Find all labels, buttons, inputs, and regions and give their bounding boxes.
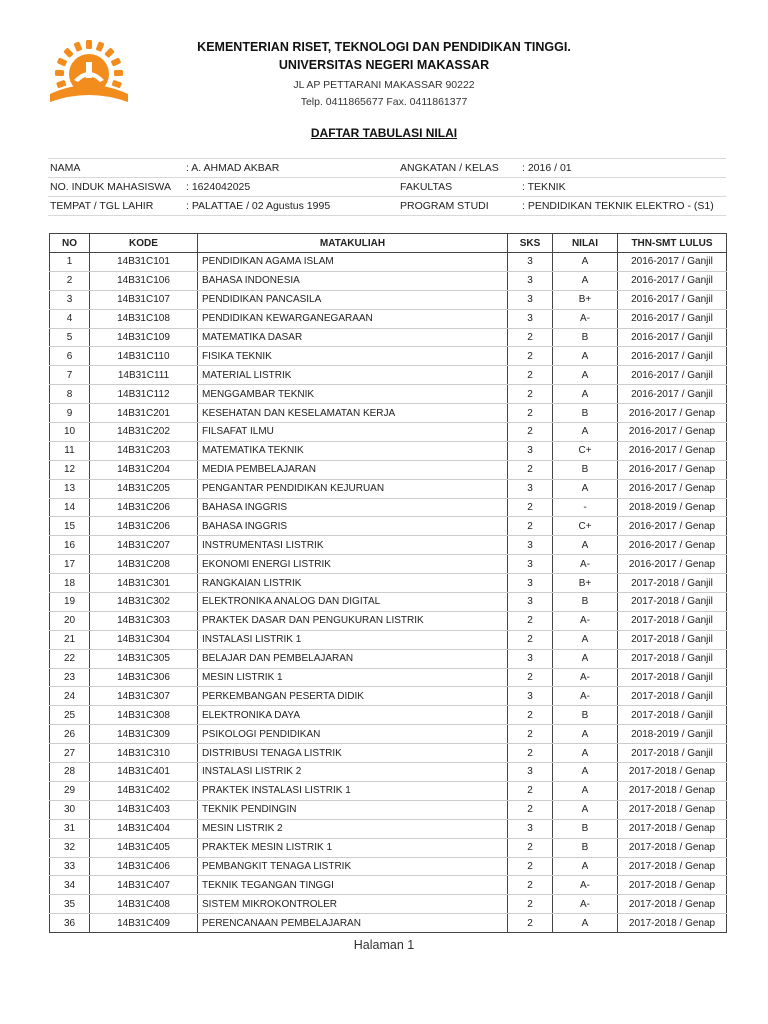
cell-matakuliah: MENGGAMBAR TEKNIK [198,385,508,404]
cell-thn-smt: 2018-2019 / Genap [618,498,727,517]
info-value-fakultas: : TEKNIK [520,178,726,197]
cell-nilai: A- [553,309,618,328]
cell-sks: 2 [508,517,553,536]
cell-matakuliah: TEKNIK PENDINGIN [198,800,508,819]
table-row [50,781,727,800]
table-row [50,763,727,782]
table-row [50,328,727,347]
cell-no: 24 [50,687,90,706]
cell-no: 1 [50,253,90,272]
cell-sks: 2 [508,800,553,819]
cell-kode: 14B31C304 [90,630,198,649]
cell-thn-smt: 2016-2017 / Genap [618,555,727,574]
cell-no: 10 [50,423,90,442]
cell-thn-smt: 2016-2017 / Ganjil [618,253,727,272]
info-label-nama: NAMA [48,159,184,178]
cell-matakuliah: FILSAFAT ILMU [198,423,508,442]
university-name: UNIVERSITAS NEGERI MAKASSAR [278,58,490,72]
cell-thn-smt: 2017-2018 / Ganjil [618,687,727,706]
cell-nilai: A [553,649,618,668]
cell-no: 2 [50,271,90,290]
col-header-no: NO [50,234,90,253]
cell-sks: 3 [508,574,553,593]
table-row [50,649,727,668]
cell-sks: 2 [508,611,553,630]
cell-sks: 3 [508,309,553,328]
cell-kode: 14B31C307 [90,687,198,706]
cell-kode: 14B31C206 [90,498,198,517]
cell-sks: 2 [508,630,553,649]
cell-kode: 14B31C110 [90,347,198,366]
cell-thn-smt: 2016-2017 / Ganjil [618,347,727,366]
cell-matakuliah: PRAKTEK INSTALASI LISTRIK 1 [198,781,508,800]
cell-no: 28 [50,763,90,782]
cell-kode: 14B31C310 [90,744,198,763]
cell-nilai: A [553,366,618,385]
cell-sks: 2 [508,838,553,857]
table-row [50,347,727,366]
cell-matakuliah: BELAJAR DAN PEMBELAJARAN [198,649,508,668]
cell-kode: 14B31C305 [90,649,198,668]
cell-matakuliah: MESIN LISTRIK 1 [198,668,508,687]
cell-matakuliah: MESIN LISTRIK 2 [198,819,508,838]
cell-kode: 14B31C201 [90,404,198,423]
table-row [50,611,727,630]
cell-sks: 2 [508,460,553,479]
cell-no: 9 [50,404,90,423]
cell-matakuliah: MATEMATIKA DASAR [198,328,508,347]
cell-no: 33 [50,857,90,876]
grades-table [49,233,727,933]
cell-matakuliah: MEDIA PEMBELAJARAN [198,460,508,479]
cell-kode: 14B31C402 [90,781,198,800]
info-label-angkatan: ANGKATAN / KELAS [398,159,520,178]
cell-kode: 14B31C203 [90,441,198,460]
cell-nilai: A [553,385,618,404]
cell-no: 25 [50,706,90,725]
cell-sks: 2 [508,706,553,725]
cell-nilai: A [553,536,618,555]
ministry-name: KEMENTERIAN RISET, TEKNOLOGI DAN PENDIDIKAN TINGGI. [197,40,571,54]
cell-nilai: A [553,479,618,498]
table-row [50,536,727,555]
info-value-nim: : 1624042025 [184,178,398,197]
cell-thn-smt: 2017-2018 / Genap [618,914,727,933]
cell-kode: 14B31C404 [90,819,198,838]
cell-no: 15 [50,517,90,536]
cell-kode: 14B31C202 [90,423,198,442]
cell-kode: 14B31C111 [90,366,198,385]
cell-kode: 14B31C302 [90,593,198,612]
cell-no: 11 [50,441,90,460]
cell-nilai: A [553,857,618,876]
cell-kode: 14B31C208 [90,555,198,574]
cell-kode: 14B31C112 [90,385,198,404]
cell-no: 34 [50,876,90,895]
table-row [50,404,727,423]
cell-matakuliah: INSTRUMENTASI LISTRIK [198,536,508,555]
cell-nilai: A- [553,668,618,687]
cell-matakuliah: PSIKOLOGI PENDIDIKAN [198,725,508,744]
cell-nilai: A [553,630,618,649]
cell-nilai: A [553,253,618,272]
col-header-thn-smt: THN-SMT LULUS [618,234,727,253]
cell-no: 31 [50,819,90,838]
cell-nilai: A [553,781,618,800]
cell-nilai: A- [553,895,618,914]
cell-matakuliah: PENGANTAR PENDIDIKAN KEJURUAN [198,479,508,498]
cell-nilai: A [553,271,618,290]
cell-thn-smt: 2017-2018 / Ganjil [618,668,727,687]
cell-sks: 2 [508,895,553,914]
info-value-prodi: : PENDIDIKAN TEKNIK ELEKTRO - (S1) [520,197,726,216]
cell-nilai: A- [553,687,618,706]
cell-thn-smt: 2016-2017 / Genap [618,423,727,442]
cell-sks: 2 [508,423,553,442]
cell-matakuliah: BAHASA INDONESIA [198,271,508,290]
cell-nilai: B [553,328,618,347]
cell-thn-smt: 2017-2018 / Ganjil [618,630,727,649]
cell-sks: 2 [508,385,553,404]
cell-kode: 14B31C108 [90,309,198,328]
cell-thn-smt: 2016-2017 / Genap [618,460,727,479]
cell-kode: 14B31C409 [90,914,198,933]
col-header-matakuliah: MATAKULIAH [198,234,508,253]
table-row [50,838,727,857]
cell-nilai: B [553,460,618,479]
cell-nilai: A [553,347,618,366]
cell-matakuliah: MATEMATIKA TEKNIK [198,441,508,460]
cell-matakuliah: PERENCANAAN PEMBELAJARAN [198,914,508,933]
info-value-angkatan: : 2016 / 01 [520,159,726,178]
cell-matakuliah: TEKNIK TEGANGAN TINGGI [198,876,508,895]
cell-thn-smt: 2016-2017 / Ganjil [618,385,727,404]
cell-thn-smt: 2016-2017 / Genap [618,536,727,555]
cell-nilai: A [553,800,618,819]
table-row [50,725,727,744]
cell-kode: 14B31C204 [90,460,198,479]
cell-nilai: A- [553,611,618,630]
cell-matakuliah: MATERIAL LISTRIK [198,366,508,385]
cell-no: 16 [50,536,90,555]
info-label-ttl: TEMPAT / TGL LAHIR [48,197,184,216]
cell-matakuliah: KESEHATAN DAN KESELAMATAN KERJA [198,404,508,423]
cell-no: 27 [50,744,90,763]
cell-thn-smt: 2016-2017 / Ganjil [618,290,727,309]
cell-thn-smt: 2016-2017 / Genap [618,479,727,498]
table-row [50,857,727,876]
cell-kode: 14B31C408 [90,895,198,914]
cell-matakuliah: BAHASA INGGRIS [198,498,508,517]
cell-thn-smt: 2017-2018 / Genap [618,819,727,838]
cell-no: 12 [50,460,90,479]
table-row [50,800,727,819]
table-row [50,687,727,706]
table-row [50,744,727,763]
cell-sks: 2 [508,876,553,895]
cell-no: 8 [50,385,90,404]
table-row [50,309,727,328]
cell-no: 23 [50,668,90,687]
info-value-ttl: : PALATTAE / 02 Agustus 1995 [184,197,398,216]
table-row [50,460,727,479]
cell-kode: 14B31C301 [90,574,198,593]
cell-sks: 2 [508,347,553,366]
table-row [50,423,727,442]
cell-sks: 2 [508,781,553,800]
table-row [50,271,727,290]
cell-nilai: B+ [553,574,618,593]
col-header-sks: SKS [508,234,553,253]
cell-matakuliah: SISTEM MIKROKONTROLER [198,895,508,914]
cell-matakuliah: EKONOMI ENERGI LISTRIK [198,555,508,574]
table-row [50,441,727,460]
cell-thn-smt: 2016-2017 / Genap [618,441,727,460]
cell-nilai: B [553,593,618,612]
cell-thn-smt: 2016-2017 / Ganjil [618,271,727,290]
cell-nilai: A [553,744,618,763]
cell-kode: 14B31C205 [90,479,198,498]
cell-no: 20 [50,611,90,630]
cell-kode: 14B31C306 [90,668,198,687]
university-phone: Telp. 0411865677 Fax. 0411861377 [300,96,468,108]
cell-thn-smt: 2016-2017 / Ganjil [618,366,727,385]
cell-nilai: C+ [553,517,618,536]
cell-kode: 14B31C303 [90,611,198,630]
cell-nilai: B [553,838,618,857]
cell-kode: 14B31C403 [90,800,198,819]
cell-thn-smt: 2016-2017 / Genap [618,517,727,536]
info-label-prodi: PROGRAM STUDI [398,197,520,216]
cell-thn-smt: 2017-2018 / Genap [618,763,727,782]
cell-no: 19 [50,593,90,612]
cell-thn-smt: 2017-2018 / Genap [618,876,727,895]
cell-sks: 2 [508,404,553,423]
cell-no: 35 [50,895,90,914]
cell-sks: 3 [508,253,553,272]
cell-sks: 3 [508,271,553,290]
grades-header-row [50,234,727,253]
cell-kode: 14B31C407 [90,876,198,895]
page-number: Halaman 1 [353,938,415,952]
cell-matakuliah: PENDIDIKAN AGAMA ISLAM [198,253,508,272]
cell-no: 6 [50,347,90,366]
table-row [50,819,727,838]
cell-sks: 3 [508,441,553,460]
table-row [50,574,727,593]
university-address: JL AP PETTARANI MAKASSAR 90222 [293,79,475,91]
cell-sks: 2 [508,366,553,385]
cell-no: 17 [50,555,90,574]
table-row [50,517,727,536]
cell-no: 26 [50,725,90,744]
cell-matakuliah: PERKEMBANGAN PESERTA DIDIK [198,687,508,706]
table-row [50,895,727,914]
info-label-nim: NO. INDUK MAHASISWA [48,178,184,197]
cell-sks: 2 [508,725,553,744]
cell-nilai: A [553,423,618,442]
cell-kode: 14B31C107 [90,290,198,309]
cell-nilai: C+ [553,441,618,460]
cell-sks: 3 [508,593,553,612]
cell-sks: 2 [508,498,553,517]
cell-matakuliah: PEMBANGKIT TENAGA LISTRIK [198,857,508,876]
cell-sks: 3 [508,479,553,498]
cell-sks: 3 [508,819,553,838]
document-title: DAFTAR TABULASI NILAI [310,126,458,140]
cell-matakuliah: PRAKTEK MESIN LISTRIK 1 [198,838,508,857]
table-row [50,253,727,272]
cell-thn-smt: 2017-2018 / Genap [618,781,727,800]
cell-sks: 2 [508,857,553,876]
col-header-nilai: NILAI [553,234,618,253]
cell-thn-smt: 2017-2018 / Genap [618,895,727,914]
cell-sks: 2 [508,914,553,933]
cell-no: 14 [50,498,90,517]
cell-nilai: A- [553,555,618,574]
cell-thn-smt: 2018-2019 / Ganjil [618,725,727,744]
cell-matakuliah: RANGKAIAN LISTRIK [198,574,508,593]
cell-nilai: A- [553,876,618,895]
cell-no: 4 [50,309,90,328]
cell-thn-smt: 2016-2017 / Genap [618,404,727,423]
cell-no: 22 [50,649,90,668]
cell-kode: 14B31C206 [90,517,198,536]
cell-no: 30 [50,800,90,819]
cell-thn-smt: 2017-2018 / Ganjil [618,574,727,593]
cell-thn-smt: 2017-2018 / Ganjil [618,744,727,763]
cell-no: 7 [50,366,90,385]
cell-no: 18 [50,574,90,593]
cell-nilai: B [553,819,618,838]
info-value-nama: : A. AHMAD AKBAR [184,159,398,178]
cell-kode: 14B31C309 [90,725,198,744]
cell-thn-smt: 2017-2018 / Genap [618,857,727,876]
cell-sks: 3 [508,763,553,782]
table-row [50,668,727,687]
cell-matakuliah: ELEKTRONIKA DAYA [198,706,508,725]
cell-sks: 3 [508,649,553,668]
cell-kode: 14B31C106 [90,271,198,290]
cell-thn-smt: 2017-2018 / Ganjil [618,706,727,725]
cell-kode: 14B31C401 [90,763,198,782]
cell-kode: 14B31C308 [90,706,198,725]
cell-sks: 2 [508,744,553,763]
cell-matakuliah: BAHASA INGGRIS [198,517,508,536]
cell-nilai: A [553,763,618,782]
table-row [50,498,727,517]
cell-nilai: - [553,498,618,517]
cell-kode: 14B31C109 [90,328,198,347]
cell-no: 21 [50,630,90,649]
cell-sks: 3 [508,555,553,574]
col-header-kode: KODE [90,234,198,253]
table-row [50,914,727,933]
cell-thn-smt: 2016-2017 / Ganjil [618,328,727,347]
cell-nilai: B+ [553,290,618,309]
table-row [50,479,727,498]
cell-no: 13 [50,479,90,498]
cell-sks: 2 [508,328,553,347]
cell-matakuliah: INSTALASI LISTRIK 2 [198,763,508,782]
cell-nilai: A [553,725,618,744]
cell-thn-smt: 2016-2017 / Ganjil [618,309,727,328]
cell-no: 3 [50,290,90,309]
cell-matakuliah: FISIKA TEKNIK [198,347,508,366]
cell-matakuliah: ELEKTRONIKA ANALOG DAN DIGITAL [198,593,508,612]
cell-nilai: B [553,404,618,423]
cell-thn-smt: 2017-2018 / Ganjil [618,611,727,630]
table-row [50,706,727,725]
cell-sks: 3 [508,290,553,309]
cell-kode: 14B31C405 [90,838,198,857]
cell-no: 29 [50,781,90,800]
cell-no: 32 [50,838,90,857]
cell-matakuliah: PENDIDIKAN PANCASILA [198,290,508,309]
table-row [50,593,727,612]
table-row [50,876,727,895]
student-info [48,158,726,216]
cell-matakuliah: PRAKTEK DASAR DAN PENGUKURAN LISTRIK [198,611,508,630]
cell-matakuliah: DISTRIBUSI TENAGA LISTRIK [198,744,508,763]
table-row [50,366,727,385]
table-row [50,555,727,574]
table-row [50,630,727,649]
cell-sks: 3 [508,687,553,706]
cell-kode: 14B31C207 [90,536,198,555]
cell-thn-smt: 2017-2018 / Ganjil [618,593,727,612]
cell-nilai: B [553,706,618,725]
cell-thn-smt: 2017-2018 / Genap [618,800,727,819]
table-row [50,290,727,309]
cell-matakuliah: PENDIDIKAN KEWARGANEGARAAN [198,309,508,328]
cell-matakuliah: INSTALASI LISTRIK 1 [198,630,508,649]
cell-nilai: A [553,914,618,933]
cell-sks: 3 [508,536,553,555]
table-row [50,385,727,404]
info-label-fakultas: FAKULTAS [398,178,520,197]
cell-sks: 2 [508,668,553,687]
cell-no: 5 [50,328,90,347]
cell-kode: 14B31C101 [90,253,198,272]
cell-no: 36 [50,914,90,933]
cell-kode: 14B31C406 [90,857,198,876]
cell-thn-smt: 2017-2018 / Genap [618,838,727,857]
cell-thn-smt: 2017-2018 / Ganjil [618,649,727,668]
